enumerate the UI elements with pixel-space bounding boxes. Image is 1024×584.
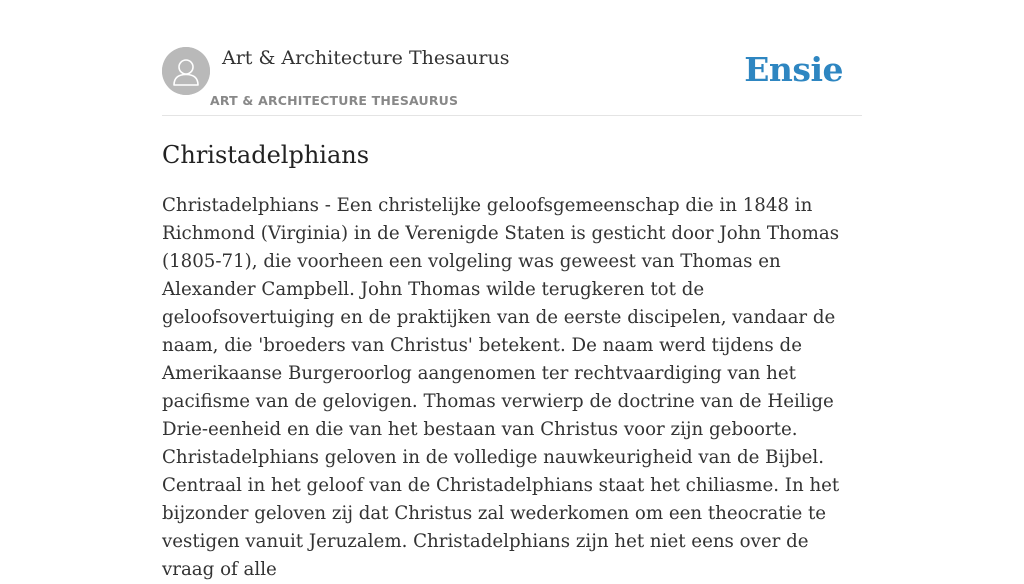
source-label[interactable]: ART & ARCHITECTURE THESAURUS: [210, 93, 459, 108]
author-name[interactable]: Art & Architecture Thesaurus: [222, 47, 510, 69]
article-title: Christadelphians: [162, 141, 370, 169]
content-container: [162, 0, 862, 580]
header: [162, 0, 862, 116]
article-body: Christadelphians - Een christelijke geloofsgemeenschap die in 1848 in Richmond (Virginia) in de Verenigde Staten is gesticht door John Thomas (1805-71), die voorheen een volgeling was geweest van Thomas en Alexander Campbell. John Thomas wilde terugkeren tot de geloofsovertuiging en de praktijken van de eerste discipelen, vandaar de naam, die 'broeders van Christus' betekent. De naam werd tijdens de Amerikaanse Burgeroorlog aangenomen ter rechtvaardiging van het pacifisme van de gelovigen. Thomas verwierp de doctrine van de Heilige Drie-eenheid en die van het bestaan van Christus voor zijn geboorte. Christadelphians geloven in de volledige nauwkeurigheid van de Bijbel. Centraal in het geloof van de Christadelphians staat het chiliasme. In het bijzonder geloven zij dat Christus zal wederkomen om een theocratie te vestigen vanuit Jeruzalem. Christadelphians zijn het niet eens over de vraag of alle: [162, 195, 840, 580]
ensie-logo[interactable]: Ensie: [744, 50, 843, 89]
user-avatar-icon[interactable]: [162, 47, 210, 95]
